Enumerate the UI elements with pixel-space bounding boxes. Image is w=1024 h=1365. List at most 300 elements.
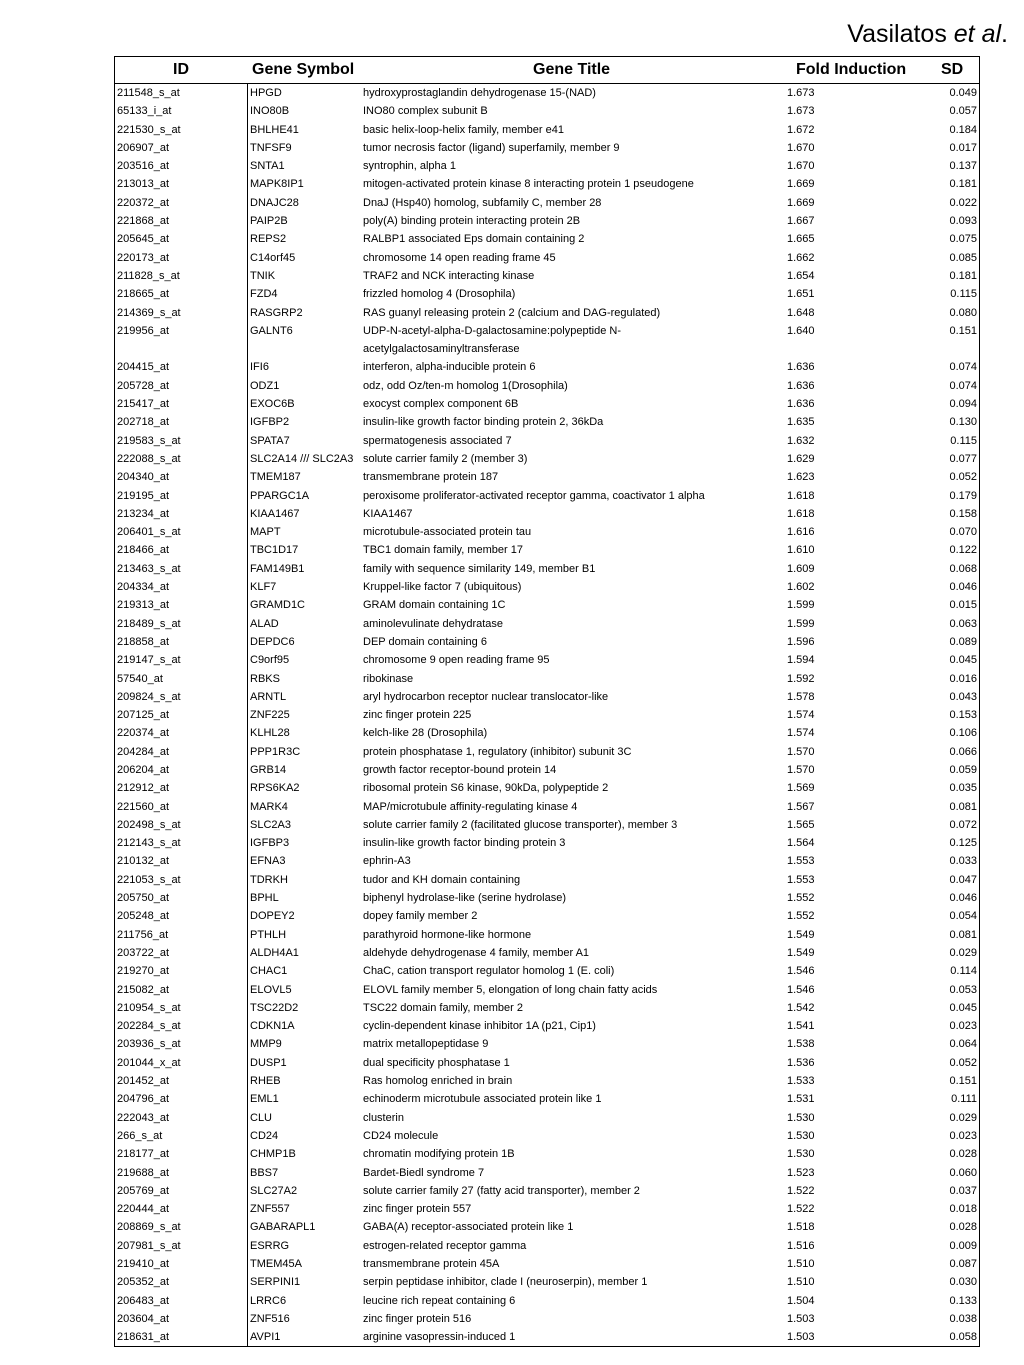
table-row [115, 1237, 979, 1255]
row-gene-symbol: ELOVL5 [250, 983, 292, 996]
row-gene-symbol: DEPDC6 [250, 635, 295, 648]
row-sd: 0.106 [949, 727, 977, 740]
row-gene-title: family with sequence similarity 149, member B1 [363, 562, 596, 575]
row-gene-title: CD24 molecule [363, 1129, 439, 1142]
row-gene-title: parathyroid hormone-like hormone [363, 928, 532, 941]
table-row [115, 962, 979, 980]
row-gene-symbol: CLU [250, 1111, 273, 1124]
table-row [115, 1182, 979, 1200]
row-sd: 0.029 [949, 946, 977, 959]
row-gene-title: estrogen-related receptor gamma [363, 1239, 527, 1252]
row-id: 201044_x_at [117, 1056, 181, 1069]
row-sd: 0.137 [949, 160, 977, 173]
row-sd: 0.133 [949, 1294, 977, 1307]
row-sd: 0.045 [949, 1001, 977, 1014]
author-etal: et al [953, 20, 1002, 48]
row-gene-title: basic helix-loop-helix family, member e41 [363, 123, 564, 136]
table-row [115, 541, 979, 559]
row-gene-symbol: RPS6KA2 [250, 782, 300, 795]
table-row [115, 889, 979, 907]
row-fold-induction: 1.654 [787, 269, 815, 282]
row-gene-symbol: ARNTL [250, 690, 287, 703]
table-row [115, 688, 979, 706]
row-sd: 0.058 [949, 1331, 977, 1344]
table-row [115, 1109, 979, 1127]
row-gene-title: insulin-like growth factor binding protein 3 [363, 837, 566, 850]
row-gene-symbol: DNAJC28 [250, 196, 299, 209]
row-sd: 0.125 [949, 837, 977, 850]
row-gene-title: chromatin modifying protein 1B [363, 1148, 515, 1161]
table-row [115, 670, 979, 688]
author-dot: . [1001, 20, 1008, 48]
gene-table [114, 56, 980, 1347]
row-fold-induction: 1.522 [787, 1184, 815, 1197]
row-gene-symbol: CDKN1A [250, 1020, 295, 1033]
table-row [115, 395, 979, 413]
row-id: 205750_at [117, 892, 169, 905]
row-fold-induction: 1.541 [787, 1020, 815, 1033]
row-fold-induction: 1.578 [787, 690, 815, 703]
row-id: 219956_at [117, 324, 169, 337]
row-gene-title: GRAM domain containing 1C [363, 599, 506, 612]
table-header [115, 57, 979, 84]
table-row [115, 377, 979, 395]
row-fold-induction: 1.669 [787, 196, 815, 209]
row-id: 218665_at [117, 288, 169, 301]
row-gene-symbol: C9orf95 [250, 654, 290, 667]
row-gene-title: ChaC, cation transport regulator homolog 1 (E. coli) [363, 965, 615, 978]
table-row [115, 834, 979, 852]
row-sd: 0.085 [949, 251, 977, 264]
row-sd: 0.023 [949, 1129, 977, 1142]
table-row [115, 1292, 979, 1310]
row-fold-induction: 1.530 [787, 1148, 815, 1161]
row-fold-induction: 1.672 [787, 123, 815, 136]
table-row [115, 981, 979, 999]
row-sd: 0.028 [949, 1221, 977, 1234]
row-id: 207125_at [117, 709, 169, 722]
row-gene-title: transmembrane protein 187 [363, 471, 499, 484]
table-row [115, 157, 979, 175]
row-sd: 0.035 [949, 782, 977, 795]
row-id: 206204_at [117, 763, 169, 776]
table-row [115, 1054, 979, 1072]
row-sd: 0.064 [949, 1038, 977, 1051]
row-gene-title: echinoderm microtubule associated protein like 1 [363, 1093, 602, 1106]
row-gene-symbol: SERPINI1 [250, 1276, 301, 1289]
row-gene-title: syntrophin, alpha 1 [363, 160, 456, 173]
table-row [115, 84, 979, 102]
row-gene-title: solute carrier family 2 (facilitated glucose transporter), member 3 [363, 818, 678, 831]
row-gene-title: GABA(A) receptor-associated protein like 1 [363, 1221, 574, 1234]
table-row [115, 560, 979, 578]
row-gene-symbol: PPP1R3C [250, 745, 301, 758]
table-row [115, 468, 979, 486]
table-row [115, 743, 979, 761]
row-gene-symbol: BBS7 [250, 1166, 279, 1179]
row-id: 211828_s_at [117, 269, 180, 282]
row-gene-symbol: ZNF516 [250, 1312, 290, 1325]
row-id: 221868_at [117, 215, 169, 228]
row-sd: 0.181 [949, 178, 977, 191]
row-id: 201452_at [117, 1075, 169, 1088]
row-fold-induction: 1.632 [787, 434, 815, 447]
row-id: 222088_s_at [117, 452, 181, 465]
row-id: 202718_at [117, 416, 169, 429]
row-gene-title: DnaJ (Hsp40) homolog, subfamily C, member 28 [363, 196, 602, 209]
row-gene-symbol: ZNF225 [250, 709, 290, 722]
row-sd: 0.054 [949, 910, 977, 923]
row-gene-symbol: MAPK8IP1 [250, 178, 304, 191]
row-gene-title: microtubule-associated protein tau [363, 526, 532, 539]
row-fold-induction: 1.635 [787, 416, 815, 429]
table-row [115, 487, 979, 505]
row-gene-symbol: CD24 [250, 1129, 279, 1142]
table-row [115, 724, 979, 742]
row-gene-title: UDP-N-acetyl-alpha-D-galactosamine:polypeptide N-acetylgalactosaminyltransferase [363, 324, 621, 356]
header-gene-title: Gene Title [533, 61, 611, 78]
row-gene-title: ribokinase [363, 672, 414, 685]
row-gene-title: dopey family member 2 [363, 910, 478, 923]
row-fold-induction: 1.636 [787, 398, 815, 411]
table-row [115, 1273, 979, 1291]
row-fold-induction: 1.549 [787, 928, 815, 941]
row-id: 208869_s_at [117, 1221, 181, 1234]
row-gene-symbol: INO80B [250, 105, 290, 118]
row-sd: 0.022 [949, 196, 977, 209]
row-fold-induction: 1.669 [787, 178, 815, 191]
table-row [115, 432, 979, 450]
row-sd: 0.115 [950, 434, 977, 447]
row-gene-title: protein phosphatase 1, regulatory (inhibitor) subunit 3C [363, 745, 632, 758]
row-fold-induction: 1.530 [787, 1129, 815, 1142]
row-sd: 0.081 [949, 928, 977, 941]
row-fold-induction: 1.592 [787, 672, 815, 685]
table-row [115, 761, 979, 779]
row-id: 218489_s_at [117, 617, 181, 630]
row-id: 219195_at [117, 489, 169, 502]
row-id: 221560_at [117, 800, 169, 813]
row-gene-title: chromosome 9 open reading frame 95 [363, 654, 550, 667]
row-gene-symbol: RBKS [250, 672, 280, 685]
row-gene-title: ELOVL family member 5, elongation of long chain fatty acids [363, 983, 658, 996]
row-fold-induction: 1.670 [787, 141, 815, 154]
row-fold-induction: 1.504 [787, 1294, 815, 1307]
row-fold-induction: 1.503 [787, 1312, 815, 1325]
table-row [115, 194, 979, 212]
row-fold-induction: 1.564 [787, 837, 815, 850]
row-gene-symbol: PAIP2B [250, 215, 288, 228]
author-name: Vasilatos [847, 20, 954, 48]
table-row [115, 1072, 979, 1090]
row-sd: 0.074 [949, 361, 977, 374]
row-fold-induction: 1.629 [787, 452, 815, 465]
row-gene-symbol: TMEM45A [250, 1258, 302, 1270]
row-fold-induction: 1.616 [787, 526, 815, 539]
row-id: 207981_s_at [117, 1239, 181, 1252]
row-sd: 0.074 [949, 379, 977, 392]
row-gene-symbol: LRRC6 [250, 1294, 287, 1307]
table-row [115, 175, 979, 193]
row-id: 221530_s_at [117, 123, 181, 136]
table-row [115, 871, 979, 889]
row-fold-induction: 1.531 [787, 1093, 815, 1106]
row-id: 218177_at [117, 1148, 169, 1161]
row-gene-title: ephrin-A3 [363, 855, 411, 868]
row-id: 203604_at [117, 1312, 169, 1325]
row-id: 215417_at [117, 398, 169, 411]
row-gene-symbol: GALNT6 [250, 324, 293, 337]
row-fold-induction: 1.665 [787, 233, 815, 246]
row-sd: 0.115 [950, 288, 977, 301]
row-fold-induction: 1.510 [787, 1258, 815, 1270]
row-gene-symbol: ALAD [250, 617, 279, 630]
row-sd: 0.179 [949, 489, 977, 502]
row-fold-induction: 1.530 [787, 1111, 815, 1124]
row-sd: 0.052 [949, 1056, 977, 1069]
table-row [115, 926, 979, 944]
row-id: 219147_s_at [117, 654, 181, 667]
table-row [115, 999, 979, 1017]
table-row [115, 505, 979, 523]
row-fold-induction: 1.533 [787, 1075, 815, 1088]
row-fold-induction: 1.610 [787, 544, 815, 557]
table-row [115, 1145, 979, 1163]
row-gene-symbol: SPATA7 [250, 434, 290, 447]
row-sd: 0.151 [949, 1075, 977, 1088]
table-body [115, 84, 979, 1346]
row-gene-title: Bardet-Biedl syndrome 7 [363, 1166, 485, 1179]
row-gene-symbol: PTHLH [250, 928, 287, 941]
row-id: 212143_s_at [117, 837, 181, 850]
row-sd: 0.045 [949, 654, 977, 667]
table-row [115, 779, 979, 797]
row-sd: 0.070 [949, 526, 977, 539]
row-fold-induction: 1.662 [787, 251, 815, 264]
row-id: 220372_at [117, 196, 169, 209]
row-gene-title: DEP domain containing 6 [363, 635, 487, 648]
row-gene-title: RALBP1 associated Eps domain containing 2 [363, 233, 585, 246]
row-id: 220444_at [117, 1203, 169, 1216]
table-row [115, 1218, 979, 1236]
row-sd: 0.037 [949, 1184, 977, 1197]
row-sd: 0.093 [949, 215, 977, 228]
table-row [115, 1310, 979, 1328]
row-gene-title: ribosomal protein S6 kinase, 90kDa, polypeptide 2 [363, 782, 609, 795]
row-sd: 0.043 [949, 690, 977, 703]
row-gene-title: TBC1 domain family, member 17 [363, 544, 523, 557]
row-fold-induction: 1.574 [787, 727, 815, 740]
row-id: 203516_at [117, 160, 169, 173]
row-id: 204415_at [117, 361, 169, 374]
row-id: 218631_at [117, 1331, 169, 1344]
row-fold-induction: 1.538 [787, 1038, 815, 1051]
author-credit [847, 20, 1008, 49]
row-gene-title: dual specificity phosphatase 1 [363, 1056, 510, 1069]
row-gene-title: Ras homolog enriched in brain [363, 1075, 513, 1088]
row-id: 212912_at [117, 782, 169, 795]
row-id: 205352_at [117, 1276, 169, 1289]
row-gene-title: aminolevulinate dehydratase [363, 617, 504, 630]
row-gene-title: odz, odd Oz/ten-m homolog 1(Drosophila) [363, 379, 568, 392]
row-fold-induction: 1.518 [787, 1221, 815, 1234]
row-gene-symbol: CHAC1 [250, 965, 288, 978]
table-row [115, 285, 979, 303]
row-sd: 0.047 [949, 873, 977, 886]
row-gene-symbol: SNTA1 [250, 160, 285, 173]
row-gene-symbol: AVPI1 [250, 1331, 281, 1344]
row-fold-induction: 1.667 [787, 215, 815, 228]
table-row [115, 230, 979, 248]
row-fold-induction: 1.567 [787, 800, 815, 813]
header-gene-symbol: Gene Symbol [252, 61, 355, 78]
row-sd: 0.077 [949, 452, 977, 465]
row-sd: 0.122 [949, 544, 977, 557]
row-gene-symbol: MAPT [250, 526, 281, 539]
table-row [115, 322, 979, 359]
row-gene-symbol: MARK4 [250, 800, 288, 813]
row-gene-symbol: PPARGC1A [250, 489, 310, 502]
row-sd: 0.018 [949, 1203, 977, 1216]
row-gene-symbol: RASGRP2 [250, 306, 303, 319]
row-sd: 0.087 [949, 1258, 977, 1270]
table-row [115, 1328, 979, 1346]
row-gene-title: interferon, alpha-inducible protein 6 [363, 361, 536, 374]
row-fold-induction: 1.594 [787, 654, 815, 667]
row-id: 204284_at [117, 745, 169, 758]
row-gene-symbol: CHMP1B [250, 1148, 296, 1161]
row-gene-title: matrix metallopeptidase 9 [363, 1038, 489, 1051]
row-id: 220374_at [117, 727, 169, 740]
row-sd: 0.072 [949, 818, 977, 831]
row-id: 211548_s_at [117, 87, 180, 99]
row-gene-symbol: TDRKH [250, 873, 288, 886]
row-fold-induction: 1.542 [787, 1001, 815, 1014]
row-fold-induction: 1.565 [787, 818, 815, 831]
row-sd: 0.053 [949, 983, 977, 996]
row-fold-induction: 1.569 [787, 782, 815, 795]
table-row [115, 633, 979, 651]
row-sd: 0.184 [949, 123, 977, 136]
table-row [115, 102, 979, 120]
row-id: 203722_at [117, 946, 169, 959]
row-fold-induction: 1.599 [787, 599, 815, 612]
row-gene-title: zinc finger protein 516 [363, 1312, 472, 1325]
row-gene-symbol: FZD4 [250, 288, 278, 301]
row-gene-title: clusterin [363, 1111, 404, 1124]
row-id: 204796_at [117, 1093, 169, 1106]
row-sd: 0.015 [949, 599, 977, 612]
row-gene-symbol: HPGD [250, 87, 282, 99]
row-sd: 0.060 [949, 1166, 977, 1179]
row-gene-title: arginine vasopressin-induced 1 [363, 1331, 516, 1344]
table-row [115, 121, 979, 139]
row-gene-symbol: ZNF557 [250, 1203, 290, 1216]
row-gene-title: chromosome 14 open reading frame 45 [363, 251, 556, 264]
row-id: 219410_at [117, 1258, 169, 1270]
row-gene-symbol: GABARAPL1 [250, 1221, 316, 1234]
row-gene-symbol: EML1 [250, 1093, 279, 1106]
row-gene-symbol: TSC22D2 [250, 1001, 299, 1014]
row-fold-induction: 1.510 [787, 1276, 815, 1289]
row-gene-title: mitogen-activated protein kinase 8 interacting protein 1 pseudogene [363, 178, 694, 191]
table-row [115, 1035, 979, 1053]
row-gene-title: tudor and KH domain containing [363, 873, 521, 886]
row-gene-symbol: TNFSF9 [250, 141, 292, 154]
table-row [115, 212, 979, 230]
row-id: 205728_at [117, 379, 169, 392]
row-gene-title: RAS guanyl releasing protein 2 (calcium and DAG-regulated) [363, 306, 661, 319]
row-fold-induction: 1.570 [787, 745, 815, 758]
row-id: 213463_s_at [117, 562, 181, 575]
row-fold-induction: 1.599 [787, 617, 815, 630]
row-sd: 0.075 [949, 233, 977, 246]
table-row [115, 615, 979, 633]
row-fold-induction: 1.673 [787, 87, 815, 99]
row-fold-induction: 1.546 [787, 965, 815, 978]
table-row [115, 907, 979, 925]
row-id: 204334_at [117, 581, 169, 594]
row-gene-title: MAP/microtubule affinity-regulating kinase 4 [363, 800, 578, 813]
table-row [115, 596, 979, 614]
table-row [115, 249, 979, 267]
row-id: 206907_at [117, 141, 169, 154]
row-fold-induction: 1.640 [787, 324, 815, 337]
row-gene-title: TRAF2 and NCK interacting kinase [363, 269, 535, 282]
row-fold-induction: 1.670 [787, 160, 815, 173]
row-sd: 0.030 [949, 1276, 977, 1289]
row-fold-induction: 1.549 [787, 946, 815, 959]
row-gene-title: exocyst complex component 6B [363, 398, 519, 411]
row-id: 65133_i_at [117, 105, 172, 118]
row-gene-title: aryl hydrocarbon receptor nuclear translocator-like [363, 690, 609, 703]
row-gene-symbol: MMP9 [250, 1038, 282, 1051]
row-id: 57540_at [117, 672, 163, 685]
row-fold-induction: 1.522 [787, 1203, 815, 1216]
row-gene-title: tumor necrosis factor (ligand) superfamily, member 9 [363, 141, 620, 154]
table-row [115, 944, 979, 962]
row-gene-symbol: GRAMD1C [250, 599, 306, 612]
row-id: 206483_at [117, 1294, 169, 1307]
row-id: 218858_at [117, 635, 169, 648]
table-row [115, 706, 979, 724]
row-gene-title: poly(A) binding protein interacting protein 2B [363, 215, 581, 228]
row-gene-symbol: TMEM187 [250, 471, 301, 484]
row-fold-induction: 1.602 [787, 581, 815, 594]
row-id: 205769_at [117, 1184, 169, 1197]
row-gene-symbol: ESRRG [250, 1239, 290, 1252]
row-fold-induction: 1.546 [787, 983, 815, 996]
row-gene-symbol: IGFBP2 [250, 416, 290, 429]
row-gene-symbol: IFI6 [250, 361, 269, 374]
row-gene-title: TSC22 domain family, member 2 [363, 1001, 523, 1014]
row-id: 221053_s_at [117, 873, 181, 886]
row-id: 219313_at [117, 599, 169, 612]
row-fold-induction: 1.623 [787, 471, 815, 484]
row-sd: 0.094 [949, 398, 977, 411]
row-sd: 0.151 [949, 324, 977, 337]
row-sd: 0.057 [949, 105, 977, 118]
table-row [115, 413, 979, 431]
table-row [115, 358, 979, 376]
row-gene-title: hydroxyprostaglandin dehydrogenase 15-(NAD) [363, 87, 596, 99]
row-gene-symbol: C14orf45 [250, 251, 296, 264]
row-gene-symbol: REPS2 [250, 233, 287, 246]
row-gene-symbol: IGFBP3 [250, 837, 290, 850]
row-gene-symbol: KLHL28 [250, 727, 290, 740]
table-row [115, 578, 979, 596]
row-fold-induction: 1.618 [787, 489, 815, 502]
